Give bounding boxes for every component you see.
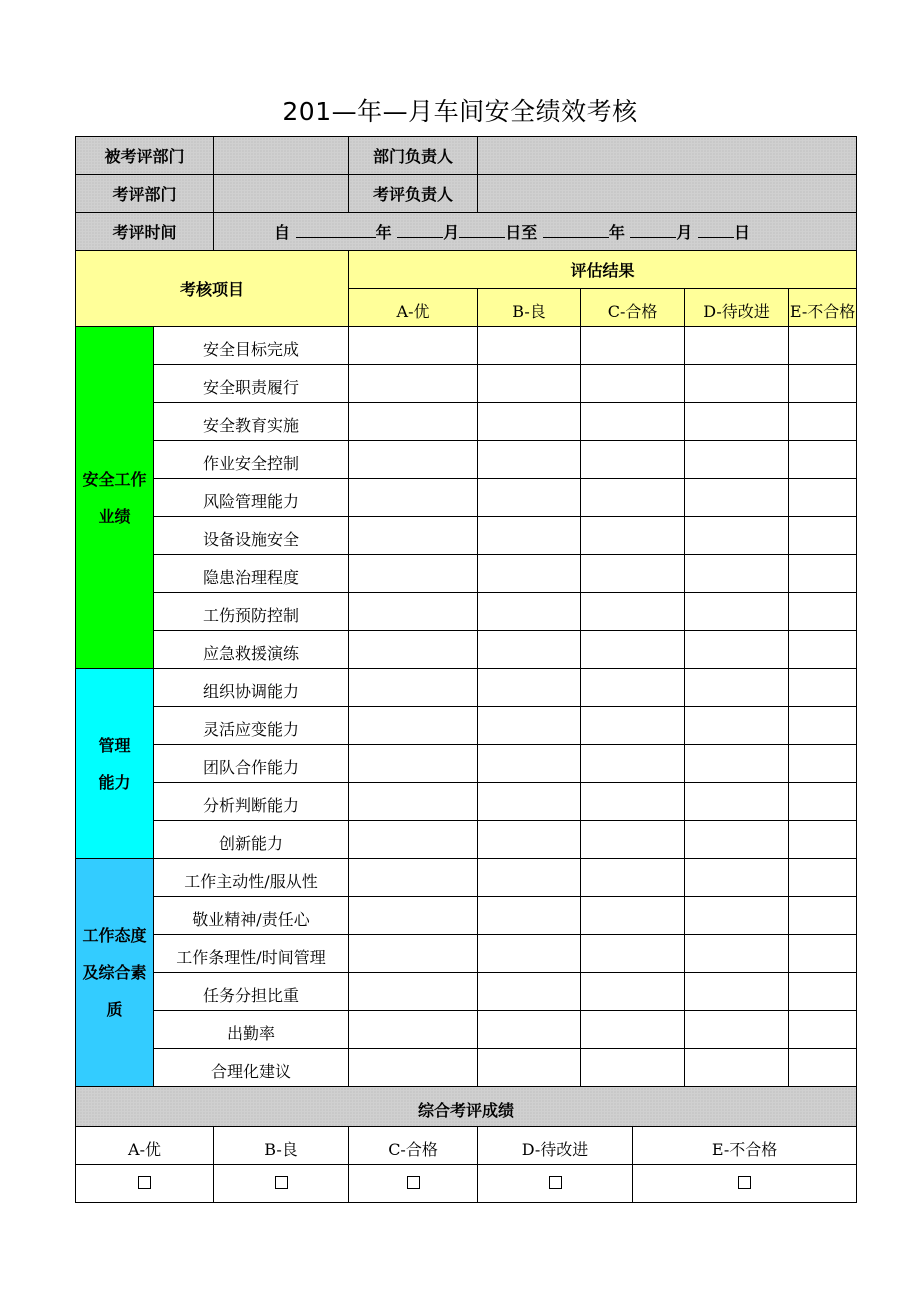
items-header: 考核项目 xyxy=(76,251,349,327)
criterion-item: 安全教育实施 xyxy=(154,403,349,441)
criterion-item: 设备设施安全 xyxy=(154,517,349,555)
score-cell-d[interactable] xyxy=(685,403,789,441)
grade-header-d: D-待改进 xyxy=(685,289,789,327)
score-cell-b[interactable] xyxy=(478,783,581,821)
score-cell-d[interactable] xyxy=(685,707,789,745)
dept-head-label: 部门负责人 xyxy=(349,137,478,175)
summary-check-a[interactable] xyxy=(76,1165,214,1203)
summary-check-d[interactable] xyxy=(478,1165,633,1203)
score-cell-a[interactable] xyxy=(349,631,478,669)
score-cell-d[interactable] xyxy=(685,1049,789,1087)
score-cell-c[interactable] xyxy=(581,935,685,973)
score-cell-b[interactable] xyxy=(478,859,581,897)
assessor-dept-label: 考评部门 xyxy=(76,175,214,213)
score-cell-c[interactable] xyxy=(581,631,685,669)
score-cell-d[interactable] xyxy=(685,555,789,593)
score-cell-c[interactable] xyxy=(581,973,685,1011)
score-cell-e[interactable] xyxy=(789,935,857,973)
score-cell-d[interactable] xyxy=(685,783,789,821)
score-cell-a[interactable] xyxy=(349,365,478,403)
score-cell-b[interactable] xyxy=(478,897,581,935)
score-cell-b[interactable] xyxy=(478,935,581,973)
date-from: 自 xyxy=(274,223,291,242)
checkbox-icon[interactable] xyxy=(738,1176,751,1189)
score-cell-b[interactable] xyxy=(478,631,581,669)
score-cell-e[interactable] xyxy=(789,517,857,555)
score-cell-b[interactable] xyxy=(478,1011,581,1049)
year-2: 年 xyxy=(608,223,625,242)
category-management: 管理能力 xyxy=(76,669,154,859)
criterion-item: 工伤预防控制 xyxy=(154,593,349,631)
summary-grade-d: D-待改进 xyxy=(478,1127,633,1165)
year-blank-1[interactable] xyxy=(296,223,376,238)
score-cell-e[interactable] xyxy=(789,593,857,631)
grade-header-c: C-合格 xyxy=(581,289,685,327)
date-range[interactable] xyxy=(214,213,857,251)
score-cell-a[interactable] xyxy=(349,555,478,593)
score-cell-a[interactable] xyxy=(349,517,478,555)
score-cell-b[interactable] xyxy=(478,821,581,859)
grade-header-a: A-优 xyxy=(349,289,478,327)
summary-grade-c: C-合格 xyxy=(349,1127,478,1165)
score-cell-e[interactable] xyxy=(789,441,857,479)
score-cell-e[interactable] xyxy=(789,783,857,821)
assessment-table xyxy=(75,136,857,1203)
score-cell-a[interactable] xyxy=(349,821,478,859)
score-cell-b[interactable] xyxy=(478,707,581,745)
score-cell-c[interactable] xyxy=(581,707,685,745)
criterion-item: 工作主动性/服从性 xyxy=(154,859,349,897)
score-cell-e[interactable] xyxy=(789,479,857,517)
score-cell-d[interactable] xyxy=(685,517,789,555)
score-cell-d[interactable] xyxy=(685,897,789,935)
checkbox-icon[interactable] xyxy=(138,1176,151,1189)
day-blank-2[interactable] xyxy=(698,223,734,238)
score-cell-d[interactable] xyxy=(685,593,789,631)
score-cell-c[interactable] xyxy=(581,403,685,441)
score-cell-e[interactable] xyxy=(789,365,857,403)
criterion-item: 合理化建议 xyxy=(154,1049,349,1087)
criterion-item: 风险管理能力 xyxy=(154,479,349,517)
score-cell-d[interactable] xyxy=(685,631,789,669)
score-cell-c[interactable] xyxy=(581,897,685,935)
criterion-item: 组织协调能力 xyxy=(154,669,349,707)
score-cell-b[interactable] xyxy=(478,441,581,479)
score-cell-c[interactable] xyxy=(581,1011,685,1049)
score-cell-a[interactable] xyxy=(349,1011,478,1049)
score-cell-a[interactable] xyxy=(349,707,478,745)
summary-grade-b: B-良 xyxy=(214,1127,349,1165)
criterion-item: 分析判断能力 xyxy=(154,783,349,821)
criterion-item: 灵活应变能力 xyxy=(154,707,349,745)
score-cell-c[interactable] xyxy=(581,859,685,897)
month-blank-2[interactable] xyxy=(630,223,676,238)
score-cell-d[interactable] xyxy=(685,327,789,365)
page-title: 201—年—月车间安全绩效考核 xyxy=(282,97,638,126)
summary-header: 综合考评成绩 xyxy=(76,1087,857,1127)
summary-check-e[interactable] xyxy=(633,1165,857,1203)
criterion-item: 出勤率 xyxy=(154,1011,349,1049)
score-cell-e[interactable] xyxy=(789,327,857,365)
score-cell-c[interactable] xyxy=(581,669,685,707)
score-cell-d[interactable] xyxy=(685,745,789,783)
score-cell-e[interactable] xyxy=(789,745,857,783)
criterion-item: 安全职责履行 xyxy=(154,365,349,403)
score-cell-a[interactable] xyxy=(349,745,478,783)
score-cell-a[interactable] xyxy=(349,327,478,365)
dept-head-value[interactable] xyxy=(478,137,857,175)
score-cell-b[interactable] xyxy=(478,1049,581,1087)
criterion-item: 敬业精神/责任心 xyxy=(154,897,349,935)
day-2: 日 xyxy=(734,223,751,242)
assessor-dept-value[interactable] xyxy=(214,175,349,213)
results-header: 评估结果 xyxy=(349,251,857,289)
assessor-head-label: 考评负责人 xyxy=(349,175,478,213)
score-cell-c[interactable] xyxy=(581,745,685,783)
score-cell-d[interactable] xyxy=(685,821,789,859)
score-cell-c[interactable] xyxy=(581,555,685,593)
assessor-head-value[interactable] xyxy=(478,175,857,213)
score-cell-c[interactable] xyxy=(581,593,685,631)
score-cell-c[interactable] xyxy=(581,479,685,517)
criterion-item: 工作条理性/时间管理 xyxy=(154,935,349,973)
dept-label: 被考评部门 xyxy=(76,137,214,175)
summary-check-c[interactable] xyxy=(349,1165,478,1203)
summary-grade-a: A-优 xyxy=(76,1127,214,1165)
score-cell-b[interactable] xyxy=(478,327,581,365)
score-cell-a[interactable] xyxy=(349,973,478,1011)
criterion-item: 团队合作能力 xyxy=(154,745,349,783)
score-cell-e[interactable] xyxy=(789,1011,857,1049)
score-cell-a[interactable] xyxy=(349,669,478,707)
category-attitude-quality: 工作态度及综合素质 xyxy=(76,859,154,1087)
summary-grade-e: E-不合格 xyxy=(633,1127,857,1165)
checkbox-icon[interactable] xyxy=(275,1176,288,1189)
criterion-item: 任务分担比重 xyxy=(154,973,349,1011)
score-cell-e[interactable] xyxy=(789,1049,857,1087)
score-cell-a[interactable] xyxy=(349,935,478,973)
score-cell-e[interactable] xyxy=(789,403,857,441)
score-cell-c[interactable] xyxy=(581,327,685,365)
score-cell-a[interactable] xyxy=(349,593,478,631)
day-blank-1[interactable] xyxy=(459,223,505,238)
criterion-item: 隐患治理程度 xyxy=(154,555,349,593)
month-blank-1[interactable] xyxy=(397,223,443,238)
score-cell-a[interactable] xyxy=(349,1049,478,1087)
score-cell-d[interactable] xyxy=(685,365,789,403)
score-cell-c[interactable] xyxy=(581,821,685,859)
score-cell-d[interactable] xyxy=(685,1011,789,1049)
score-cell-e[interactable] xyxy=(789,973,857,1011)
score-cell-a[interactable] xyxy=(349,479,478,517)
criterion-item: 作业安全控制 xyxy=(154,441,349,479)
score-cell-e[interactable] xyxy=(789,707,857,745)
score-cell-d[interactable] xyxy=(685,479,789,517)
checkbox-icon[interactable] xyxy=(549,1176,562,1189)
criterion-item: 安全目标完成 xyxy=(154,327,349,365)
score-cell-b[interactable] xyxy=(478,517,581,555)
score-cell-a[interactable] xyxy=(349,859,478,897)
summary-check-b[interactable] xyxy=(214,1165,349,1203)
score-cell-e[interactable] xyxy=(789,669,857,707)
grade-header-b: B-良 xyxy=(478,289,581,327)
dept-value[interactable] xyxy=(214,137,349,175)
score-cell-d[interactable] xyxy=(685,669,789,707)
year-1: 年 xyxy=(375,223,392,242)
score-cell-b[interactable] xyxy=(478,593,581,631)
score-cell-c[interactable] xyxy=(581,783,685,821)
time-label: 考评时间 xyxy=(76,213,214,251)
score-cell-e[interactable] xyxy=(789,631,857,669)
score-cell-c[interactable] xyxy=(581,1049,685,1087)
score-cell-c[interactable] xyxy=(581,365,685,403)
year-blank-2[interactable] xyxy=(543,223,609,238)
grade-header-e: E-不合格 xyxy=(789,289,857,327)
score-cell-d[interactable] xyxy=(685,441,789,479)
day-to: 日至 xyxy=(505,223,538,242)
score-cell-b[interactable] xyxy=(478,669,581,707)
score-cell-a[interactable] xyxy=(349,897,478,935)
score-cell-e[interactable] xyxy=(789,821,857,859)
score-cell-e[interactable] xyxy=(789,555,857,593)
score-cell-d[interactable] xyxy=(685,859,789,897)
score-cell-a[interactable] xyxy=(349,441,478,479)
criterion-item: 应急救援演练 xyxy=(154,631,349,669)
score-cell-d[interactable] xyxy=(685,973,789,1011)
score-cell-e[interactable] xyxy=(789,897,857,935)
month-1: 月 xyxy=(443,223,460,242)
score-cell-a[interactable] xyxy=(349,783,478,821)
score-cell-b[interactable] xyxy=(478,479,581,517)
score-cell-c[interactable] xyxy=(581,517,685,555)
score-cell-a[interactable] xyxy=(349,403,478,441)
score-cell-b[interactable] xyxy=(478,745,581,783)
score-cell-c[interactable] xyxy=(581,441,685,479)
criterion-item: 创新能力 xyxy=(154,821,349,859)
score-cell-b[interactable] xyxy=(478,555,581,593)
month-2: 月 xyxy=(676,223,693,242)
score-cell-b[interactable] xyxy=(478,973,581,1011)
category-safety-performance: 安全工作业绩 xyxy=(76,327,154,669)
score-cell-b[interactable] xyxy=(478,403,581,441)
score-cell-d[interactable] xyxy=(685,935,789,973)
checkbox-icon[interactable] xyxy=(407,1176,420,1189)
score-cell-b[interactable] xyxy=(478,365,581,403)
score-cell-e[interactable] xyxy=(789,859,857,897)
